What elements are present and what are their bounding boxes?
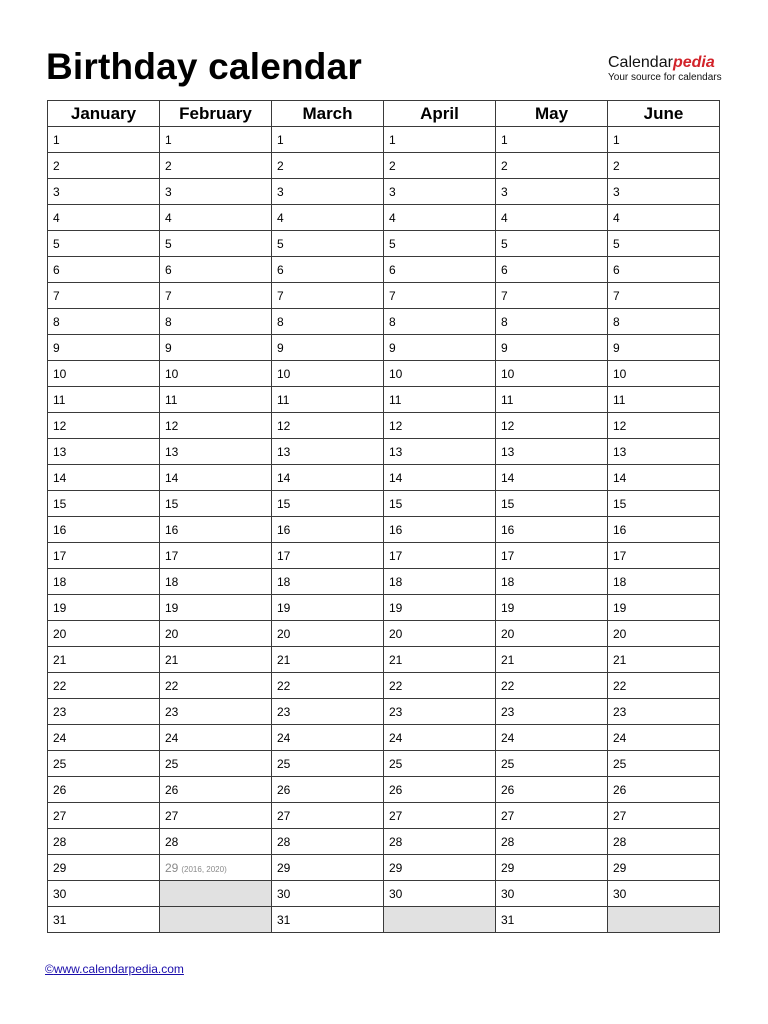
leap-day-number: 29 — [165, 860, 179, 875]
day-cell[interactable]: 19 — [496, 595, 608, 621]
day-cell[interactable]: 27 — [160, 803, 272, 829]
day-row — [48, 387, 720, 413]
day-cell[interactable]: 30 — [272, 881, 384, 907]
day-cell[interactable]: 28 — [48, 829, 160, 855]
month-header-may: May — [496, 101, 608, 127]
day-cell[interactable]: 31 — [496, 907, 608, 933]
day-cell[interactable]: 1 — [272, 127, 384, 153]
day-row — [48, 309, 720, 335]
day-row — [48, 205, 720, 231]
day-cell[interactable]: 12 — [384, 413, 496, 439]
day-cell[interactable]: 15 — [272, 491, 384, 517]
day-cell[interactable]: 24 — [384, 725, 496, 751]
day-row — [48, 413, 720, 439]
day-cell[interactable]: 12 — [608, 413, 720, 439]
day-cell[interactable]: 8 — [48, 309, 160, 335]
day-row — [48, 881, 720, 907]
page-title: Birthday calendar — [46, 46, 362, 87]
day-cell[interactable]: 7 — [48, 283, 160, 309]
day-cell[interactable]: 15 — [384, 491, 496, 517]
day-cell[interactable]: 2 — [160, 153, 272, 179]
day-cell[interactable]: 26 — [160, 777, 272, 803]
day-cell[interactable]: 26 — [48, 777, 160, 803]
day-cell[interactable]: 13 — [608, 439, 720, 465]
day-cell[interactable]: 13 — [272, 439, 384, 465]
day-cell[interactable]: 14 — [384, 465, 496, 491]
day-cell[interactable]: 24 — [272, 725, 384, 751]
day-cell[interactable]: 14 — [272, 465, 384, 491]
brand-tagline: Your source for calendars — [608, 72, 722, 83]
day-row — [48, 179, 720, 205]
brand-name — [608, 54, 720, 72]
day-cell[interactable]: 12 — [160, 413, 272, 439]
day-cell[interactable]: 19 — [608, 595, 720, 621]
day-cell[interactable]: 22 — [608, 673, 720, 699]
day-cell[interactable]: 26 — [272, 777, 384, 803]
day-cell[interactable]: 9 — [160, 335, 272, 361]
day-cell[interactable]: 9 — [608, 335, 720, 361]
day-cell[interactable]: 17 — [384, 543, 496, 569]
day-cell[interactable]: 19 — [160, 595, 272, 621]
day-cell[interactable]: 10 — [272, 361, 384, 387]
day-cell[interactable]: 27 — [384, 803, 496, 829]
day-cell[interactable]: 17 — [160, 543, 272, 569]
day-cell[interactable]: 16 — [608, 517, 720, 543]
copyright-symbol: © — [45, 962, 54, 976]
day-cell[interactable]: 9 — [384, 335, 496, 361]
day-cell[interactable]: 27 — [608, 803, 720, 829]
day-cell[interactable]: 11 — [48, 387, 160, 413]
day-cell[interactable]: 21 — [608, 647, 720, 673]
day-cell[interactable]: 11 — [608, 387, 720, 413]
day-cell[interactable]: 5 — [496, 231, 608, 257]
day-cell[interactable]: 24 — [160, 725, 272, 751]
day-cell[interactable]: 22 — [160, 673, 272, 699]
day-cell[interactable]: 7 — [496, 283, 608, 309]
day-cell[interactable]: 18 — [48, 569, 160, 595]
day-row — [48, 699, 720, 725]
day-cell[interactable]: 31 — [48, 907, 160, 933]
day-row — [48, 439, 720, 465]
day-cell[interactable]: 29 — [496, 855, 608, 881]
day-cell[interactable]: 20 — [160, 621, 272, 647]
day-row — [48, 127, 720, 153]
day-cell[interactable]: 12 — [496, 413, 608, 439]
day-cell[interactable]: 21 — [160, 647, 272, 673]
day-cell[interactable]: 15 — [496, 491, 608, 517]
day-cell[interactable]: 23 — [160, 699, 272, 725]
day-cell-leap[interactable] — [160, 855, 272, 881]
day-cell[interactable]: 23 — [496, 699, 608, 725]
day-cell[interactable]: 5 — [384, 231, 496, 257]
day-row — [48, 725, 720, 751]
day-cell[interactable]: 30 — [496, 881, 608, 907]
day-cell[interactable]: 9 — [496, 335, 608, 361]
day-cell[interactable]: 11 — [496, 387, 608, 413]
day-cell[interactable]: 28 — [272, 829, 384, 855]
day-cell[interactable]: 7 — [160, 283, 272, 309]
day-row — [48, 231, 720, 257]
day-cell[interactable]: 29 — [48, 855, 160, 881]
day-cell[interactable]: 10 — [496, 361, 608, 387]
day-cell[interactable]: 5 — [608, 231, 720, 257]
day-cell[interactable]: 4 — [48, 205, 160, 231]
brand-name-part2: pedia — [672, 54, 715, 71]
empty-cell — [384, 907, 496, 933]
day-cell[interactable]: 16 — [48, 517, 160, 543]
day-row — [48, 907, 720, 933]
day-cell[interactable]: 15 — [608, 491, 720, 517]
day-cell[interactable]: 22 — [272, 673, 384, 699]
day-row — [48, 803, 720, 829]
day-cell[interactable]: 22 — [48, 673, 160, 699]
day-cell[interactable]: 20 — [48, 621, 160, 647]
footer-link[interactable] — [45, 962, 184, 976]
month-header-june: June — [608, 101, 720, 127]
empty-cell — [160, 907, 272, 933]
day-row — [48, 517, 720, 543]
leap-year-note: (2016, 2020) — [181, 864, 227, 874]
day-row — [48, 595, 720, 621]
day-cell[interactable]: 19 — [48, 595, 160, 621]
day-cell[interactable]: 12 — [272, 413, 384, 439]
day-cell[interactable]: 19 — [272, 595, 384, 621]
day-cell[interactable]: 6 — [496, 257, 608, 283]
day-cell[interactable]: 20 — [384, 621, 496, 647]
day-cell[interactable]: 2 — [384, 153, 496, 179]
day-cell[interactable]: 30 — [384, 881, 496, 907]
empty-cell — [160, 881, 272, 907]
day-cell[interactable]: 5 — [160, 231, 272, 257]
day-cell[interactable]: 21 — [384, 647, 496, 673]
calendar-body — [48, 127, 720, 933]
day-cell[interactable]: 3 — [496, 179, 608, 205]
day-cell[interactable]: 20 — [608, 621, 720, 647]
day-cell[interactable]: 1 — [48, 127, 160, 153]
day-cell[interactable]: 6 — [384, 257, 496, 283]
day-cell[interactable]: 23 — [608, 699, 720, 725]
day-cell[interactable]: 14 — [160, 465, 272, 491]
birthday-calendar-table — [47, 100, 720, 933]
day-cell[interactable]: 3 — [384, 179, 496, 205]
day-cell[interactable]: 6 — [608, 257, 720, 283]
day-cell[interactable]: 25 — [160, 751, 272, 777]
day-cell[interactable]: 15 — [160, 491, 272, 517]
day-cell[interactable]: 16 — [384, 517, 496, 543]
day-cell[interactable]: 2 — [608, 153, 720, 179]
day-cell[interactable]: 7 — [608, 283, 720, 309]
day-cell[interactable]: 23 — [48, 699, 160, 725]
day-cell[interactable]: 4 — [608, 205, 720, 231]
day-cell[interactable]: 16 — [272, 517, 384, 543]
day-cell[interactable]: 20 — [496, 621, 608, 647]
day-row — [48, 777, 720, 803]
day-cell[interactable]: 4 — [496, 205, 608, 231]
day-cell[interactable]: 4 — [160, 205, 272, 231]
day-cell[interactable]: 24 — [48, 725, 160, 751]
day-cell[interactable]: 5 — [48, 231, 160, 257]
day-cell[interactable]: 30 — [608, 881, 720, 907]
month-header-row — [48, 101, 720, 127]
brand-logo — [608, 54, 720, 84]
day-cell[interactable]: 17 — [272, 543, 384, 569]
day-cell[interactable]: 18 — [272, 569, 384, 595]
day-cell[interactable]: 10 — [384, 361, 496, 387]
footer-link-text: www.calendarpedia.com — [53, 962, 184, 976]
day-cell[interactable]: 6 — [160, 257, 272, 283]
day-row — [48, 465, 720, 491]
day-cell[interactable]: 21 — [272, 647, 384, 673]
day-cell[interactable]: 12 — [48, 413, 160, 439]
day-cell[interactable]: 28 — [608, 829, 720, 855]
day-cell[interactable]: 18 — [608, 569, 720, 595]
day-cell[interactable]: 8 — [272, 309, 384, 335]
day-cell[interactable]: 30 — [48, 881, 160, 907]
day-cell[interactable]: 14 — [608, 465, 720, 491]
day-cell[interactable]: 9 — [272, 335, 384, 361]
day-cell[interactable]: 2 — [496, 153, 608, 179]
day-row — [48, 829, 720, 855]
day-cell[interactable]: 28 — [496, 829, 608, 855]
day-cell[interactable]: 3 — [272, 179, 384, 205]
day-cell[interactable]: 27 — [48, 803, 160, 829]
day-cell[interactable]: 13 — [48, 439, 160, 465]
day-cell[interactable]: 3 — [48, 179, 160, 205]
day-cell[interactable]: 16 — [496, 517, 608, 543]
month-header-february: February — [160, 101, 272, 127]
day-cell[interactable]: 16 — [160, 517, 272, 543]
empty-cell — [608, 907, 720, 933]
day-cell[interactable]: 26 — [496, 777, 608, 803]
day-row — [48, 621, 720, 647]
day-cell[interactable]: 11 — [272, 387, 384, 413]
day-cell[interactable]: 26 — [384, 777, 496, 803]
day-cell[interactable]: 26 — [608, 777, 720, 803]
day-cell[interactable]: 11 — [384, 387, 496, 413]
day-row — [48, 569, 720, 595]
day-cell[interactable]: 2 — [48, 153, 160, 179]
day-cell[interactable]: 17 — [48, 543, 160, 569]
day-cell[interactable]: 2 — [272, 153, 384, 179]
day-cell[interactable]: 10 — [160, 361, 272, 387]
day-cell[interactable]: 15 — [48, 491, 160, 517]
day-cell[interactable]: 25 — [608, 751, 720, 777]
day-cell[interactable]: 6 — [272, 257, 384, 283]
day-cell[interactable]: 25 — [272, 751, 384, 777]
day-cell[interactable]: 9 — [48, 335, 160, 361]
day-cell[interactable]: 31 — [272, 907, 384, 933]
day-cell[interactable]: 28 — [384, 829, 496, 855]
day-row — [48, 283, 720, 309]
day-row — [48, 673, 720, 699]
day-cell[interactable]: 5 — [272, 231, 384, 257]
day-row — [48, 751, 720, 777]
day-cell[interactable]: 29 — [272, 855, 384, 881]
day-cell[interactable]: 23 — [384, 699, 496, 725]
day-cell[interactable]: 18 — [496, 569, 608, 595]
day-cell[interactable]: 24 — [496, 725, 608, 751]
month-header-march: March — [272, 101, 384, 127]
day-cell[interactable]: 14 — [496, 465, 608, 491]
day-cell[interactable]: 25 — [496, 751, 608, 777]
day-cell[interactable]: 13 — [496, 439, 608, 465]
day-cell[interactable]: 19 — [384, 595, 496, 621]
day-cell[interactable]: 14 — [48, 465, 160, 491]
day-cell[interactable]: 23 — [272, 699, 384, 725]
day-cell[interactable]: 29 — [384, 855, 496, 881]
day-cell[interactable]: 25 — [384, 751, 496, 777]
day-cell[interactable]: 29 — [608, 855, 720, 881]
day-cell[interactable]: 8 — [496, 309, 608, 335]
day-cell[interactable]: 1 — [608, 127, 720, 153]
day-row — [48, 257, 720, 283]
day-cell[interactable]: 17 — [608, 543, 720, 569]
day-row — [48, 361, 720, 387]
day-cell[interactable]: 4 — [272, 205, 384, 231]
month-header-january: January — [48, 101, 160, 127]
day-cell[interactable]: 1 — [160, 127, 272, 153]
day-cell[interactable]: 25 — [48, 751, 160, 777]
day-cell[interactable]: 20 — [272, 621, 384, 647]
day-cell[interactable]: 21 — [496, 647, 608, 673]
day-cell[interactable]: 21 — [48, 647, 160, 673]
day-cell[interactable]: 22 — [496, 673, 608, 699]
day-cell[interactable]: 28 — [160, 829, 272, 855]
day-cell[interactable]: 4 — [384, 205, 496, 231]
day-cell[interactable]: 1 — [496, 127, 608, 153]
day-cell[interactable]: 18 — [384, 569, 496, 595]
day-cell[interactable]: 13 — [384, 439, 496, 465]
day-row — [48, 153, 720, 179]
day-cell[interactable]: 10 — [48, 361, 160, 387]
day-cell[interactable]: 27 — [272, 803, 384, 829]
day-cell[interactable]: 13 — [160, 439, 272, 465]
day-cell[interactable]: 11 — [160, 387, 272, 413]
brand-name-part1: Calendar — [608, 54, 673, 71]
day-cell[interactable]: 6 — [48, 257, 160, 283]
day-cell[interactable]: 3 — [160, 179, 272, 205]
day-cell[interactable]: 1 — [384, 127, 496, 153]
day-cell[interactable]: 10 — [608, 361, 720, 387]
day-cell[interactable]: 18 — [160, 569, 272, 595]
day-cell[interactable]: 8 — [160, 309, 272, 335]
day-cell[interactable]: 7 — [272, 283, 384, 309]
day-row — [48, 543, 720, 569]
day-cell[interactable]: 3 — [608, 179, 720, 205]
day-cell[interactable]: 22 — [384, 673, 496, 699]
day-cell[interactable]: 27 — [496, 803, 608, 829]
day-row — [48, 335, 720, 361]
day-row — [48, 647, 720, 673]
day-cell[interactable]: 8 — [384, 309, 496, 335]
day-row — [48, 491, 720, 517]
day-cell[interactable]: 8 — [608, 309, 720, 335]
day-cell[interactable]: 7 — [384, 283, 496, 309]
day-cell[interactable]: 17 — [496, 543, 608, 569]
day-row — [48, 855, 720, 881]
month-header-april: April — [384, 101, 496, 127]
day-cell[interactable]: 24 — [608, 725, 720, 751]
